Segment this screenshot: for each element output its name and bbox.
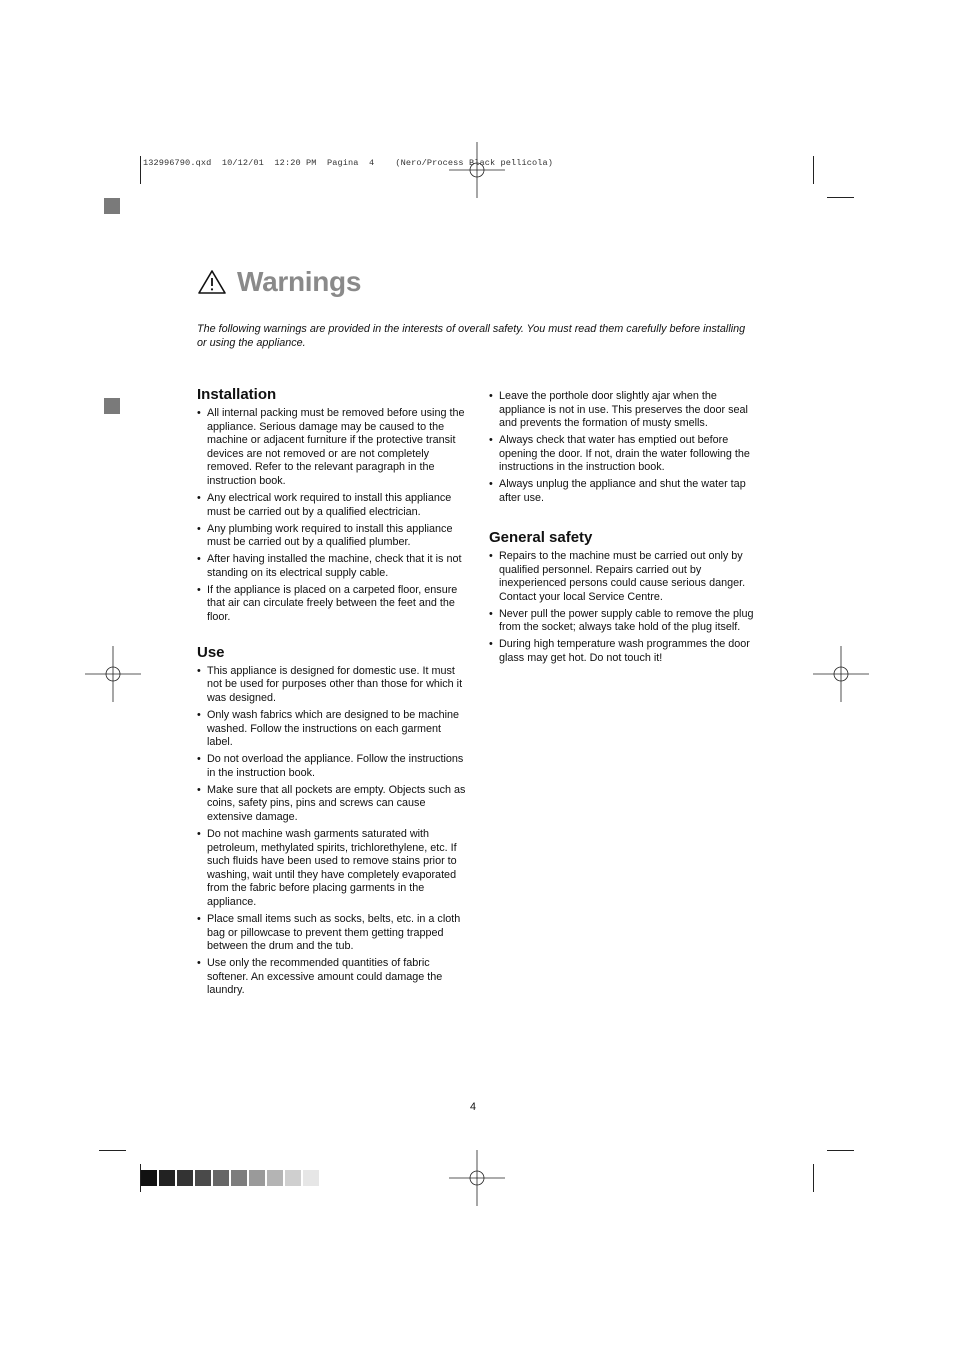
list-item: • Make sure that all pockets are empty. Objects such as coins, safety pins, pins and screws can cause extensive damage.: [197, 784, 467, 825]
section-heading-use: Use: [197, 643, 225, 661]
list-item: • All internal packing must be removed before using the appliance. Serious damage may be caused to the machine or adjacent furniture if the protective transit devices are not removed or are not completely removed. Refer to the relevant paragraph in the instruction book.: [197, 407, 467, 489]
color-calibration-strip: [141, 1170, 321, 1186]
color-swatch: [195, 1170, 211, 1186]
crop-mark-bottom-right-h: [827, 1150, 854, 1151]
intro-paragraph: The following warnings are provided in the interests of overall safety. You must read them carefully before installing or using the appliance.: [197, 323, 746, 349]
warning-triangle-icon: [197, 269, 227, 295]
crosshair-icon: [85, 646, 141, 702]
list-item: • During high temperature wash programmes the door glass may get hot. Do not touch it!: [489, 638, 759, 665]
crosshair-icon: [449, 142, 505, 198]
installation-list: [197, 407, 467, 624]
color-swatch: [303, 1170, 319, 1186]
crop-mark-top-right-v: [813, 156, 814, 184]
use-continued-list: [489, 390, 759, 506]
color-swatch: [285, 1170, 301, 1186]
color-swatch: [267, 1170, 283, 1186]
left-column: [197, 386, 467, 1001]
use-list: [197, 665, 467, 998]
list-item: • If the appliance is placed on a carpeted floor, ensure that air can circulate freely between the feet and the floor.: [197, 584, 467, 625]
page-number: 4: [470, 1101, 477, 1113]
crop-mark-bottom-left-h: [99, 1150, 126, 1151]
list-item: • Do not machine wash garments saturated with petroleum, methylated spirits, trichlorethylene, etc. If such fluids have been used to remove stains prior to washing, wait until they have completely evaporated from the fabric before placing garments in the appliance.: [197, 828, 467, 910]
margin-marker: [104, 398, 120, 414]
crop-mark-top-left: [140, 156, 141, 184]
color-swatch: [177, 1170, 193, 1186]
color-swatch: [213, 1170, 229, 1186]
general-safety-list: [489, 550, 759, 666]
crosshair-icon: [449, 1150, 505, 1206]
margin-marker: [104, 198, 120, 214]
crosshair-icon: [813, 646, 869, 702]
list-item: • Always unplug the appliance and shut the water tap after use.: [489, 478, 759, 505]
list-item: • This appliance is designed for domestic use. It must not be used for purposes other than those for which it was designed.: [197, 665, 467, 706]
list-item: • Always check that water has emptied out before opening the door. If not, drain the water following the instructions in the instruction book.: [489, 434, 759, 475]
list-item: • Any plumbing work required to install this appliance must be carried out by a qualified plumber.: [197, 523, 467, 550]
list-item: • Place small items such as socks, belts, etc. in a cloth bag or pillowcase to prevent them getting trapped between the drum and the tub.: [197, 913, 467, 954]
list-item: • Do not overload the appliance. Follow the instructions in the instruction book.: [197, 753, 467, 780]
color-swatch: [141, 1170, 157, 1186]
color-swatch: [231, 1170, 247, 1186]
list-item: • Never pull the power supply cable to remove the plug from the socket; always take hold of the plug itself.: [489, 608, 759, 635]
crop-mark-bottom-right-v: [813, 1164, 814, 1192]
list-item: • Use only the recommended quantities of fabric softener. An excessive amount could damage the laundry.: [197, 957, 467, 998]
page-header: [197, 262, 361, 302]
list-item: • Only wash fabrics which are designed to be machine washed. Follow the instructions on each garment label.: [197, 709, 467, 750]
crop-mark-top-right-h: [827, 197, 854, 198]
section-heading-general-safety: General safety: [489, 528, 593, 546]
color-swatch: [159, 1170, 175, 1186]
right-column: [489, 390, 759, 669]
color-swatch: [249, 1170, 265, 1186]
list-item: • Repairs to the machine must be carried out only by qualified personnel. Repairs carried out by inexperienced persons could cause serious danger. Contact your local Service Centre.: [489, 550, 759, 604]
list-item: • After having installed the machine, check that it is not standing on its electrical supply cable.: [197, 553, 467, 580]
printer-slug: 132996790.qxd 10/12/01 12:20 PM Pagina 4 (Nero/Process Black pellicola): [143, 158, 554, 168]
list-item: • Leave the porthole door slightly ajar when the appliance is not in use. This preserves the door seal and prevents the formation of musty smells.: [489, 390, 759, 431]
section-heading-installation: Installation: [197, 386, 277, 403]
page-title: Warnings: [237, 266, 362, 297]
list-item: • Any electrical work required to install this appliance must be carried out by a qualified electrician.: [197, 492, 467, 519]
